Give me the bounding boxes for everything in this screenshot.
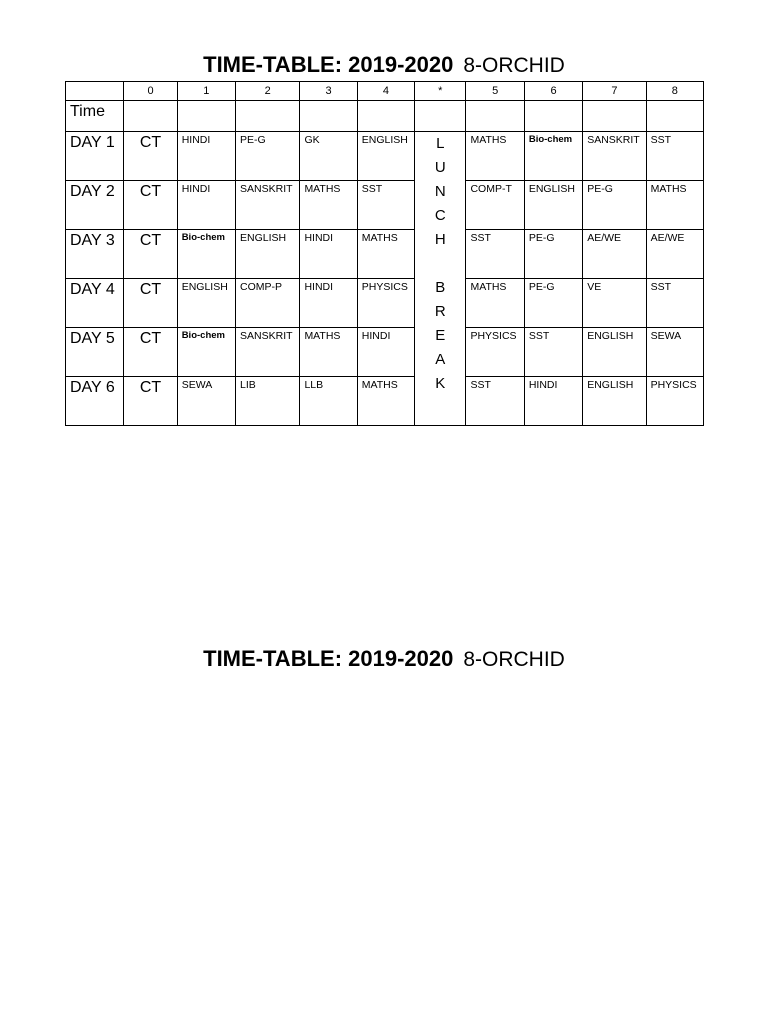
subject-cell: MATHS: [466, 279, 524, 328]
lunch-break-letter: B: [435, 279, 446, 296]
time-row: [66, 101, 704, 132]
column-header: 2: [236, 82, 300, 101]
lunch-break-letter: H: [434, 231, 446, 248]
empty-cell: [124, 101, 177, 132]
subject-cell: MATHS: [300, 328, 357, 377]
subject-cell: AE/WE: [583, 230, 646, 279]
lunch-break-letter: K: [435, 375, 446, 392]
column-header: 8: [646, 82, 703, 101]
period-0-cell: CT: [124, 181, 177, 230]
subject-cell: SANSKRIT: [236, 181, 300, 230]
lunch-break-letter: L: [436, 135, 445, 152]
subject-cell: ENGLISH: [357, 132, 414, 181]
subject-cell: MATHS: [357, 377, 414, 426]
period-0-cell: CT: [124, 328, 177, 377]
title-class-name: 8-ORCHID: [463, 648, 565, 671]
subject-cell: COMP-P: [236, 279, 300, 328]
lunch-break-letter: U: [434, 159, 446, 176]
day-label: DAY 5: [66, 328, 124, 377]
subject-cell: PE-G: [524, 279, 582, 328]
column-header: 5: [466, 82, 524, 101]
subject-cell: HINDI: [300, 230, 357, 279]
subject-cell: PE-G: [236, 132, 300, 181]
subject-cell: HINDI: [177, 132, 235, 181]
column-header: 4: [357, 82, 414, 101]
column-header: 1: [177, 82, 235, 101]
subject-cell: SST: [646, 132, 703, 181]
subject-cell: ENGLISH: [583, 328, 646, 377]
empty-cell: [357, 101, 414, 132]
empty-cell: [236, 101, 300, 132]
lunch-break-cell: [415, 132, 466, 426]
subject-cell: HINDI: [524, 377, 582, 426]
subject-cell: MATHS: [646, 181, 703, 230]
day-row: [66, 377, 704, 426]
subject-cell: PE-G: [524, 230, 582, 279]
subject-cell: SST: [646, 279, 703, 328]
lunch-break-letter: R: [434, 303, 446, 320]
subject-cell: LIB: [236, 377, 300, 426]
subject-cell: ENGLISH: [524, 181, 582, 230]
day-row: [66, 132, 704, 181]
header-row: [66, 82, 704, 101]
subject-cell: SANSKRIT: [583, 132, 646, 181]
subject-cell: HINDI: [300, 279, 357, 328]
empty-cell: [300, 101, 357, 132]
timetable-title: [0, 52, 768, 78]
empty-cell: [524, 101, 582, 132]
subject-cell: ENGLISH: [236, 230, 300, 279]
day-row: [66, 181, 704, 230]
subject-cell: GK: [300, 132, 357, 181]
column-header: 7: [583, 82, 646, 101]
subject-cell: AE/WE: [646, 230, 703, 279]
subject-cell: ENGLISH: [583, 377, 646, 426]
day-row: [66, 230, 704, 279]
subject-cell: SANSKRIT: [236, 328, 300, 377]
timetable-grid: [65, 81, 704, 426]
day-row: [66, 328, 704, 377]
subject-cell: SST: [466, 230, 524, 279]
subject-cell: MATHS: [357, 230, 414, 279]
day-row: [66, 279, 704, 328]
subject-cell: MATHS: [300, 181, 357, 230]
empty-cell: [646, 101, 703, 132]
empty-cell: [177, 101, 235, 132]
time-label: Time: [66, 101, 124, 132]
subject-cell: SST: [357, 181, 414, 230]
lunch-break-letter: E: [435, 327, 446, 344]
column-header: 0: [124, 82, 177, 101]
subject-cell: COMP-T: [466, 181, 524, 230]
subject-cell: PHYSICS: [646, 377, 703, 426]
day-label: DAY 1: [66, 132, 124, 181]
subject-cell: Bio-chem: [524, 132, 582, 181]
subject-cell: ENGLISH: [177, 279, 235, 328]
empty-cell: [466, 101, 524, 132]
period-0-cell: CT: [124, 230, 177, 279]
lunch-break-letter: C: [434, 207, 446, 224]
subject-cell: SST: [524, 328, 582, 377]
column-header: *: [415, 82, 466, 101]
day-label: DAY 4: [66, 279, 124, 328]
period-0-cell: CT: [124, 377, 177, 426]
subject-cell: PHYSICS: [357, 279, 414, 328]
day-label: DAY 3: [66, 230, 124, 279]
timetable-title-repeat: [0, 646, 768, 672]
column-header: 3: [300, 82, 357, 101]
lunch-break-letter: [415, 252, 465, 276]
column-header: [66, 82, 124, 101]
title-main: TIME-TABLE: 2019-2020: [203, 52, 454, 77]
lunch-break-letter: A: [435, 351, 446, 368]
title-main: TIME-TABLE: 2019-2020: [203, 646, 454, 671]
empty-cell: [583, 101, 646, 132]
day-label: DAY 2: [66, 181, 124, 230]
empty-cell: [415, 101, 466, 132]
lunch-break-letter: N: [434, 183, 446, 200]
subject-cell: SST: [466, 377, 524, 426]
day-label: DAY 6: [66, 377, 124, 426]
subject-cell: SEWA: [646, 328, 703, 377]
column-header: 6: [524, 82, 582, 101]
subject-cell: PHYSICS: [466, 328, 524, 377]
period-0-cell: CT: [124, 132, 177, 181]
subject-cell: PE-G: [583, 181, 646, 230]
subject-cell: VE: [583, 279, 646, 328]
subject-cell: HINDI: [357, 328, 414, 377]
title-class-name: 8-ORCHID: [463, 54, 565, 77]
subject-cell: HINDI: [177, 181, 235, 230]
subject-cell: Bio-chem: [177, 230, 235, 279]
subject-cell: SEWA: [177, 377, 235, 426]
subject-cell: MATHS: [466, 132, 524, 181]
subject-cell: Bio-chem: [177, 328, 235, 377]
subject-cell: LLB: [300, 377, 357, 426]
period-0-cell: CT: [124, 279, 177, 328]
